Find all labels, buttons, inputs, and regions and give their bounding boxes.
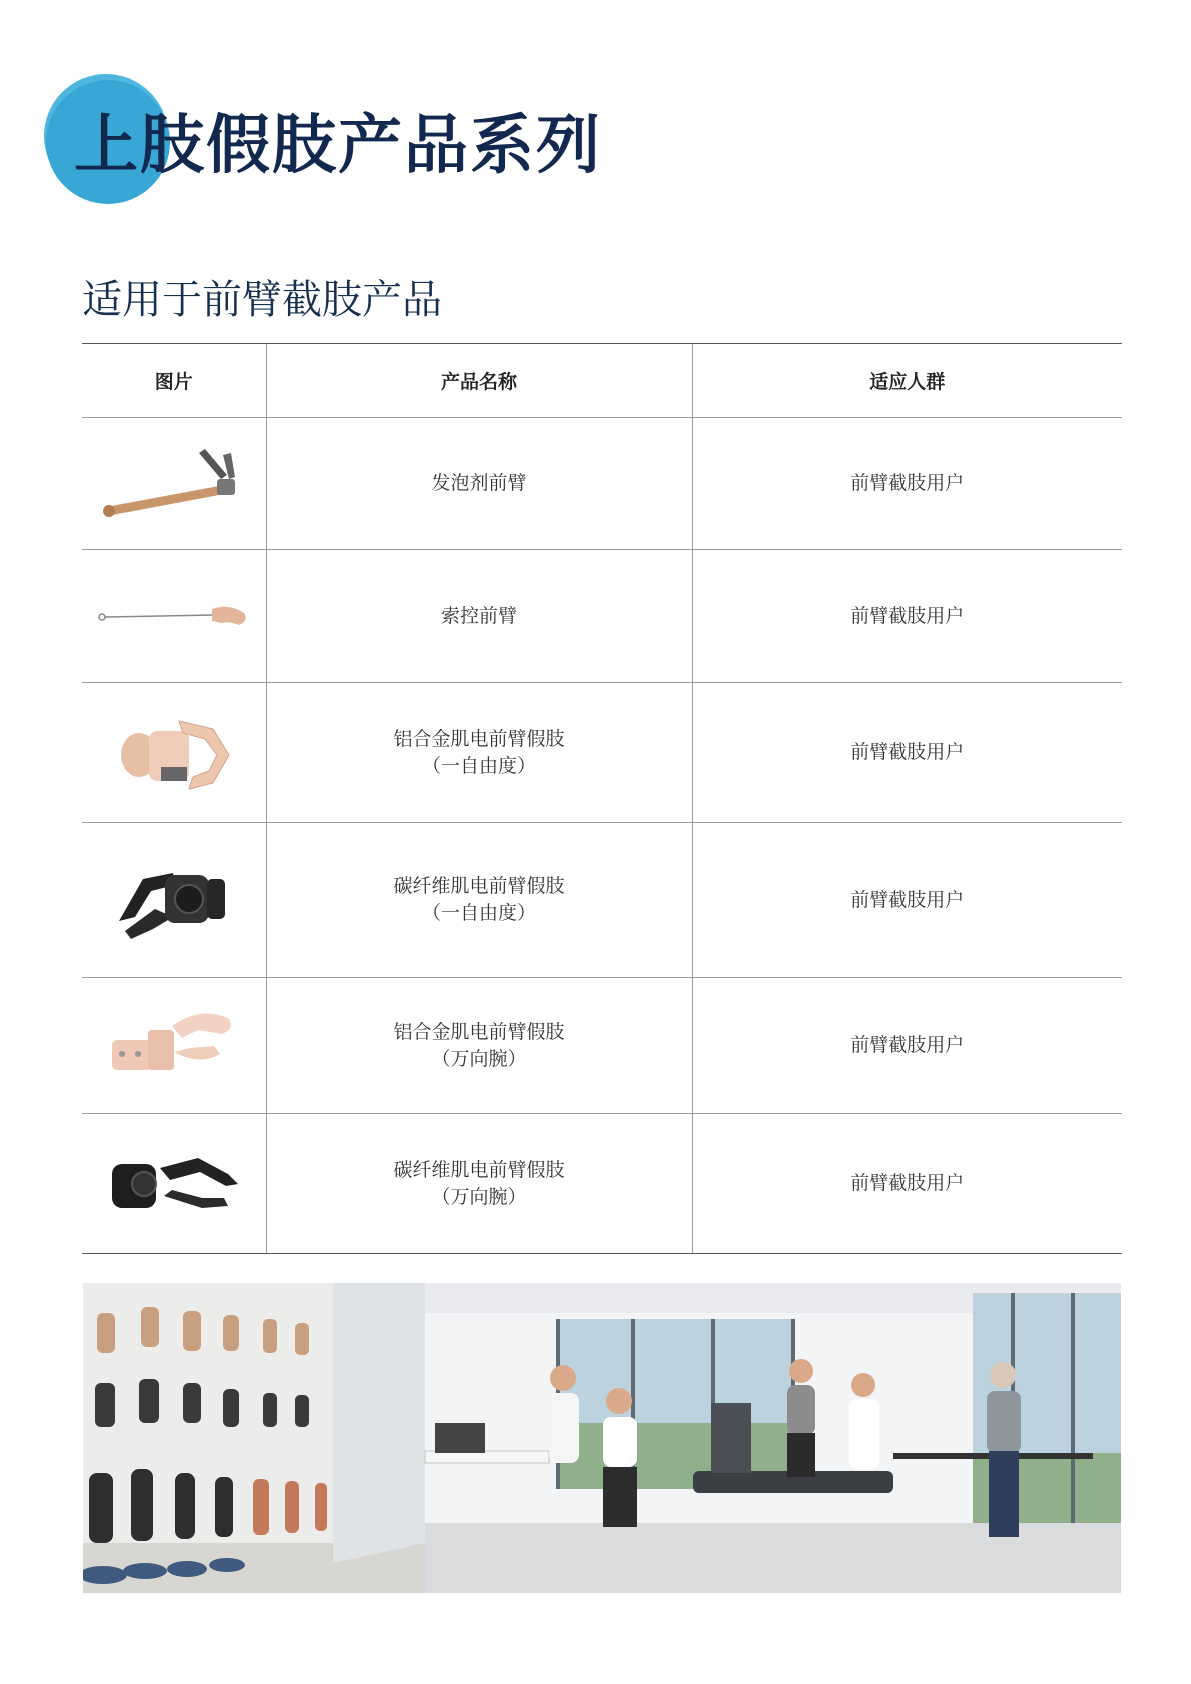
- aluminum-hook-icon: [109, 703, 239, 803]
- target-group-cell: 前臂截肢用户: [692, 683, 1122, 823]
- clinic-photos: [83, 1283, 1121, 1593]
- header-target-group: 适应人群: [692, 344, 1122, 418]
- foam-forearm-icon: [99, 439, 249, 529]
- product-name: 铝合金肌电前臂假肢: [393, 727, 565, 750]
- table-row: [82, 978, 1122, 1114]
- table-header-row: [82, 344, 1122, 418]
- product-table: [82, 343, 1122, 1254]
- product-name-cell: [266, 823, 692, 978]
- aluminum-universal-wrist-icon: [104, 1006, 244, 1086]
- table-row: [82, 823, 1122, 978]
- target-group-cell: 前臂截肢用户: [692, 978, 1122, 1114]
- product-name-spec: （万向腕）: [431, 1185, 527, 1208]
- product-name: 发泡剂前臂: [431, 472, 527, 494]
- product-name: 索控前臂: [440, 604, 517, 627]
- product-image-cell: [82, 550, 266, 683]
- table-row: [82, 1114, 1122, 1254]
- table-row: [82, 683, 1122, 823]
- table-row: [82, 418, 1122, 550]
- product-image-cell: [82, 418, 266, 550]
- product-name-cell: [266, 978, 692, 1114]
- target-group-cell: 前臂截肢用户: [692, 550, 1122, 683]
- product-image-cell: [82, 1114, 266, 1254]
- product-image-cell: [82, 823, 266, 978]
- product-image-cell: [82, 683, 266, 823]
- product-name-spec: （万向腕）: [431, 1047, 527, 1070]
- carbon-universal-wrist-icon: [104, 1144, 244, 1224]
- product-name: 碳纤维肌电前臂假肢: [393, 1158, 565, 1181]
- header-image: 图片: [82, 344, 266, 418]
- product-name-spec: （一自由度）: [421, 754, 536, 777]
- product-name-cell: [266, 1114, 692, 1254]
- section-subtitle: 适用于前臂截肢产品: [82, 277, 442, 323]
- product-name: 碳纤维肌电前臂假肢: [393, 875, 565, 897]
- cable-forearm-icon: [94, 591, 254, 641]
- product-name-cell: [266, 418, 692, 550]
- page-title: 上肢假肢产品系列: [74, 109, 602, 183]
- title-block: [44, 74, 744, 214]
- product-image-cell: [82, 978, 266, 1114]
- target-group-cell: 前臂截肢用户: [692, 823, 1122, 978]
- prosthetics-clinic-photo: [83, 1283, 1121, 1593]
- product-name-cell: [266, 550, 692, 683]
- header-product-name: 产品名称: [266, 344, 692, 418]
- target-group-cell: 前臂截肢用户: [692, 1114, 1122, 1254]
- product-name: 铝合金肌电前臂假肢: [393, 1020, 565, 1043]
- carbon-hook-icon: [109, 855, 239, 945]
- product-name-cell: [266, 683, 692, 823]
- table-row: [82, 550, 1122, 683]
- target-group-cell: 前臂截肢用户: [692, 418, 1122, 550]
- product-name-spec: （一自由度）: [421, 902, 536, 924]
